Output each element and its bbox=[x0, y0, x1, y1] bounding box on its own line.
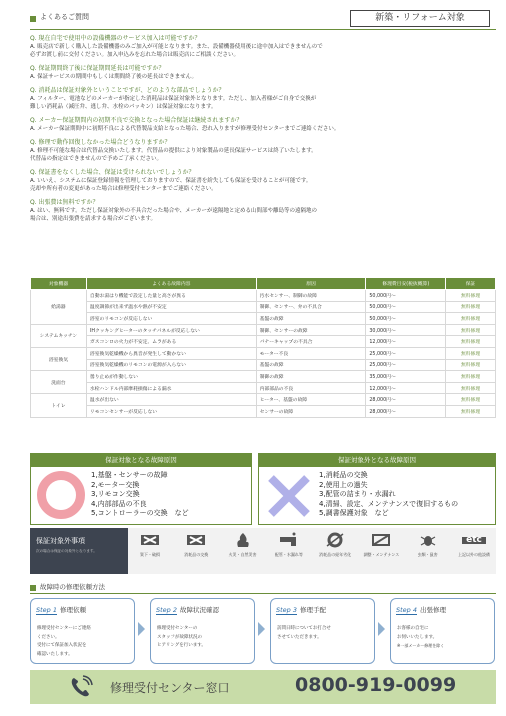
failure-cell: 浴室換気乾燥機のリモコンの電源が入らない bbox=[86, 359, 256, 371]
col-cause: 原因 bbox=[256, 278, 366, 290]
step-card bbox=[390, 598, 495, 664]
faq-question: Q. 出張費は無料ですか？ bbox=[30, 199, 99, 206]
insect-icon bbox=[408, 530, 448, 550]
arrow-right-icon bbox=[258, 622, 265, 636]
exclusion-item bbox=[361, 530, 401, 557]
header-rule bbox=[30, 29, 496, 30]
exclusion-label: 質下・破損 bbox=[140, 552, 160, 557]
bullet-square bbox=[30, 585, 36, 591]
step-card bbox=[30, 598, 135, 664]
step-line: お客様の自宅に bbox=[397, 626, 429, 631]
exclusion-item bbox=[315, 530, 355, 557]
table-row bbox=[31, 405, 496, 417]
col-failure: よくある故障内容 bbox=[86, 278, 256, 290]
cause-cell: バナーキャップの不具合 bbox=[256, 336, 366, 348]
target-badge: 新築・リフォーム対象 bbox=[350, 10, 490, 27]
cost-cell: 50,000円～ bbox=[366, 301, 446, 313]
step-line: 受付にて保証加入状況を bbox=[37, 643, 87, 648]
cost-cell: 25,000円～ bbox=[366, 359, 446, 371]
step-number: Step 3 bbox=[276, 606, 298, 614]
not-covered-item: 3,配管の詰まり・水漏れ bbox=[319, 490, 396, 498]
faq-list bbox=[30, 34, 500, 228]
not-covered-list bbox=[319, 471, 458, 519]
device-category: 給湯器 bbox=[31, 290, 87, 325]
exclusions-label bbox=[30, 528, 128, 574]
exclusion-label: 消耗品の経年劣化 bbox=[319, 552, 352, 557]
faq-question: Q. メーカー保証期間内の初期不良で交換となった場合保証は継続されますか？ bbox=[30, 117, 243, 124]
step-note: ※一部メーカー修理を除く bbox=[397, 643, 445, 648]
step-title: 出張修理 bbox=[420, 606, 447, 614]
table-header-row bbox=[31, 278, 496, 290]
device-category: トイレ bbox=[31, 394, 87, 417]
step-body bbox=[37, 625, 132, 659]
step-title: 修理手配 bbox=[300, 606, 327, 614]
maintenance-icon bbox=[361, 530, 401, 550]
cost-cell: 28,000円～ bbox=[366, 394, 446, 406]
exclusion-item bbox=[176, 530, 216, 557]
step-body bbox=[157, 625, 252, 651]
warranty-cell: 無料修理 bbox=[446, 313, 496, 325]
exclusion-item bbox=[408, 530, 448, 557]
cost-cell: 28,000円～ bbox=[366, 405, 446, 417]
cause-cell: モーター不良 bbox=[256, 347, 366, 359]
step-number: Step 4 bbox=[396, 606, 418, 614]
covered-list bbox=[91, 471, 189, 519]
not-covered-item: 5,調書保護対象 など bbox=[319, 509, 389, 517]
step-line: ヒアリングを行います。 bbox=[157, 643, 206, 648]
warranty-cell: 無料修理 bbox=[446, 394, 496, 406]
faq-question: Q. 保証書をなくした場合、保証は受けられないでしょうか？ bbox=[30, 169, 195, 176]
device-category: 浴室換気 bbox=[31, 347, 87, 370]
exclusion-label: 調整・メンテナンス bbox=[363, 552, 400, 557]
cost-cell: 35,000円～ bbox=[366, 371, 446, 383]
faq-answer-line: 必ずお渡し前に交付ください。加入申込みを忘れた場合は販売店にご相談ください。 bbox=[30, 52, 240, 58]
faq-item bbox=[30, 34, 500, 59]
cause-cell: 内部部品の不良 bbox=[256, 382, 366, 394]
faq-answer-line: A. フィルター、電池などのメーカーが指定した消耗品は保証対象外となります。ただし、加入者様がご自身で交換が bbox=[30, 96, 317, 102]
step-card bbox=[150, 598, 255, 664]
exclusion-item bbox=[454, 530, 494, 557]
repair-cost-table bbox=[30, 277, 496, 418]
exclusion-items bbox=[130, 530, 494, 557]
cause-cell: 制御、センサーの故障 bbox=[256, 324, 366, 336]
table-row bbox=[31, 313, 496, 325]
col-cost: 修理費目安(税抜概算) bbox=[366, 278, 446, 290]
cost-cell: 50,000円～ bbox=[366, 313, 446, 325]
exclusions-panel bbox=[30, 528, 496, 574]
table-row bbox=[31, 301, 496, 313]
faq-item bbox=[30, 116, 500, 133]
arrow-right-icon bbox=[138, 622, 145, 636]
step-body bbox=[397, 625, 492, 651]
step-line: 訪問日時についてお打合せ bbox=[277, 626, 331, 631]
warranty-cell: 無料修理 bbox=[446, 347, 496, 359]
covered-causes-box bbox=[30, 453, 252, 525]
table-row bbox=[31, 336, 496, 348]
failure-cell: 温水が出ない bbox=[86, 394, 256, 406]
faq-question: Q. 修理で動作回復しなかった場合どうなりますか？ bbox=[30, 139, 171, 146]
cause-cell: 基盤の故障 bbox=[256, 359, 366, 371]
faq-item bbox=[30, 86, 500, 111]
faq-answer-line: 場合は、別途出張費を請求する場合がございます。 bbox=[30, 216, 157, 222]
phone-icon bbox=[68, 675, 94, 699]
failure-cell: ガスコンロの火力が不安定、ムラがある bbox=[86, 336, 256, 348]
failure-cell: IHクッキングヒーターのタッチパネルが反応しない bbox=[86, 324, 256, 336]
warranty-cell: 無料修理 bbox=[446, 290, 496, 302]
step-number: Step 1 bbox=[36, 606, 58, 614]
not-covered-item: 2,使用上の過失 bbox=[319, 480, 368, 489]
failure-cell: 浴室換気乾燥機から異音が発生して動かない bbox=[86, 347, 256, 359]
step-title: 故障状況確認 bbox=[180, 606, 220, 614]
pipe-icon bbox=[269, 530, 309, 550]
covered-item: 5,コントローラーの交換 など bbox=[91, 509, 189, 517]
cost-cell: 25,000円～ bbox=[366, 347, 446, 359]
etc-text: etc bbox=[462, 537, 486, 544]
device-category: システムキッチン bbox=[31, 324, 87, 347]
device-category: 洗面台 bbox=[31, 371, 87, 394]
arrow-right-icon bbox=[378, 622, 385, 636]
cause-cell: 基盤の故障 bbox=[256, 313, 366, 325]
faq-question: Q. 現在自宅で使用中の設備機器のサービス加入は可能ですか？ bbox=[30, 35, 201, 42]
repair-icon bbox=[130, 530, 170, 550]
step-line: ください。 bbox=[37, 634, 60, 640]
failure-cell: 自動お湯はり機能で設定した量と高さが異る bbox=[86, 290, 256, 302]
cost-cell: 12,000円～ bbox=[366, 336, 446, 348]
table-row bbox=[31, 382, 496, 394]
faq-answer-line: 売却や所有者の変更があった場合は修理受付センターまでご連絡ください。 bbox=[30, 186, 217, 192]
cause-cell: 制御の故障 bbox=[256, 371, 366, 383]
cause-cell: 制御、センサー、弁の不具合 bbox=[256, 301, 366, 313]
warranty-cell: 無料修理 bbox=[446, 359, 496, 371]
faq-item bbox=[30, 168, 500, 193]
exclusion-item bbox=[130, 530, 170, 557]
faq-item bbox=[30, 64, 500, 81]
covered-item: 2,モーター交換 bbox=[91, 480, 140, 489]
step-heading bbox=[156, 605, 219, 614]
step-line: 修理受付センターにご連絡 bbox=[37, 626, 91, 631]
not-covered-item: 4,清掃、設定、メンテナンスで復旧するもの bbox=[319, 499, 459, 508]
faq-answer-line: A. メーカー保証期間中に初期不良による代替製品支給となった場合、恐れ入りますが修理受付センターまでご連絡ください。 bbox=[30, 126, 340, 132]
exclusion-label: 消耗品の交換 bbox=[184, 552, 209, 557]
etc-icon bbox=[454, 530, 494, 550]
failure-cell: 浴室のリモコンが反応しない bbox=[86, 313, 256, 325]
cost-cell: 12,000円～ bbox=[366, 382, 446, 394]
table-row bbox=[31, 371, 496, 383]
warranty-cell: 無料修理 bbox=[446, 371, 496, 383]
table-row bbox=[31, 359, 496, 371]
table-row bbox=[31, 347, 496, 359]
faq-answer-line: A. 販売店で新しく購入した設備機器のみご加入が可能となります。また、設備機器使用後に途中加入はできませんので bbox=[30, 44, 323, 50]
table-row bbox=[31, 290, 496, 302]
failure-cell: リモコンセンサーが反応しない bbox=[86, 405, 256, 417]
faq-title: よくあるご質問 bbox=[40, 13, 89, 21]
exclusion-label: 配管・水漏れ等 bbox=[274, 552, 303, 557]
col-device: 対象機器 bbox=[31, 278, 87, 290]
faq-question: Q. 保証期間終了後に保証期間延長は可能ですか？ bbox=[30, 65, 165, 72]
cross-icon bbox=[265, 472, 313, 520]
warranty-cell: 無料修理 bbox=[446, 301, 496, 313]
step-heading bbox=[396, 605, 446, 614]
faq-answer-line: 難しい消耗品（減圧弁、逃し弁、水栓のパッキン）は保証対象になります。 bbox=[30, 104, 217, 110]
not-covered-item: 1,消耗品の交換 bbox=[319, 471, 368, 479]
cause-cell: 汚水センサー、制御の故障 bbox=[256, 290, 366, 302]
table-row bbox=[31, 394, 496, 406]
step-title: 修理依頼 bbox=[60, 606, 87, 614]
covered-item: 4,内部部品の不良 bbox=[91, 499, 147, 508]
cause-cell: センサーの故障 bbox=[256, 405, 366, 417]
covered-title: 保証対象となる故障原因 bbox=[31, 454, 251, 467]
steps-rule bbox=[30, 593, 496, 594]
parts-icon bbox=[315, 530, 355, 550]
covered-item: 3,リモコン交換 bbox=[91, 490, 140, 498]
exclusion-label: 虫類・鼠害 bbox=[417, 552, 438, 557]
step-line: 修理受付センターの bbox=[157, 626, 198, 631]
contact-footer bbox=[30, 670, 496, 704]
failure-cell: 温度調節が出来ず温水や熱が不安定 bbox=[86, 301, 256, 313]
exclusions-subtitle: 次の場合は保証の対象外となります。 bbox=[36, 549, 97, 553]
steps-title: 故障時の修理依頼方法 bbox=[40, 583, 105, 591]
step-heading bbox=[276, 605, 326, 614]
circle-icon bbox=[37, 471, 85, 519]
faq-answer-line: A. いいえ、システムに保証登録情報を管理しておりますので、保証書を紛失しても保証を受けることが可能です。 bbox=[30, 178, 312, 184]
step-body bbox=[277, 625, 372, 642]
failure-cell: 水栓ハンドル内部摩耗損傷による漏水 bbox=[86, 382, 256, 394]
not-covered-causes-box bbox=[258, 453, 496, 525]
step-heading bbox=[36, 605, 86, 614]
step-number: Step 2 bbox=[156, 606, 178, 614]
cost-cell: 50,000円～ bbox=[366, 290, 446, 302]
faq-item bbox=[30, 198, 500, 223]
covered-item: 1,基盤・センサーの故障 bbox=[91, 471, 168, 479]
warranty-cell: 無料修理 bbox=[446, 405, 496, 417]
exclusion-label: 上記以外の他設備 bbox=[457, 552, 490, 557]
step-line: させていただきます。 bbox=[277, 634, 322, 640]
faq-answer-line: A. はい、無料です。ただし保証対象外の不具合だった場合や、メーカーが遠隔地と定める山間部や離島等の遠隔地の bbox=[30, 208, 318, 214]
step-card bbox=[270, 598, 375, 664]
step-line: スタッフが故障状況の bbox=[157, 634, 202, 640]
exclusion-item bbox=[269, 530, 309, 557]
faq-answer-line: 代替品の指定はできませんので予めご了承ください。 bbox=[30, 156, 163, 162]
consumable-icon bbox=[176, 530, 216, 550]
contact-label: 修理受付センター窓口 bbox=[110, 681, 230, 695]
faq-item bbox=[30, 138, 500, 163]
failure-cell: 曇り止めが作動しない bbox=[86, 371, 256, 383]
not-covered-title: 保証対象外となる故障原因 bbox=[259, 454, 495, 467]
warranty-cell: 無料修理 bbox=[446, 382, 496, 394]
bullet-square bbox=[30, 16, 36, 22]
faq-answer-line: A. 保証サービスの期間中もしくは期間終了後の延長はできません。 bbox=[30, 74, 197, 80]
cause-cell: ヒーター、基盤の故障 bbox=[256, 394, 366, 406]
phone-number: 0800-919-0099 bbox=[295, 674, 457, 696]
step-line: お伺いいたします。 bbox=[397, 634, 438, 640]
exclusion-item bbox=[223, 530, 263, 557]
faq-answer-line: A. 修理不可能な場合は代替品交換いたします。代替品の提供により対象製品の延長保証サービスは終了いたします。 bbox=[30, 148, 317, 154]
col-warranty: 保証 bbox=[446, 278, 496, 290]
faq-question: Q. 消耗品は保証対象外ということですが、どのような部品でしょうか？ bbox=[30, 87, 225, 94]
table-row bbox=[31, 324, 496, 336]
cost-cell: 30,000円～ bbox=[366, 324, 446, 336]
exclusions-title: 保証対象外事項 bbox=[36, 537, 85, 545]
warranty-cell: 無料修理 bbox=[446, 336, 496, 348]
warranty-cell: 無料修理 bbox=[446, 324, 496, 336]
exclusion-label: 火災・自然災害 bbox=[228, 552, 257, 557]
step-line: 確認いたします。 bbox=[37, 651, 73, 657]
fire-icon bbox=[223, 530, 263, 550]
